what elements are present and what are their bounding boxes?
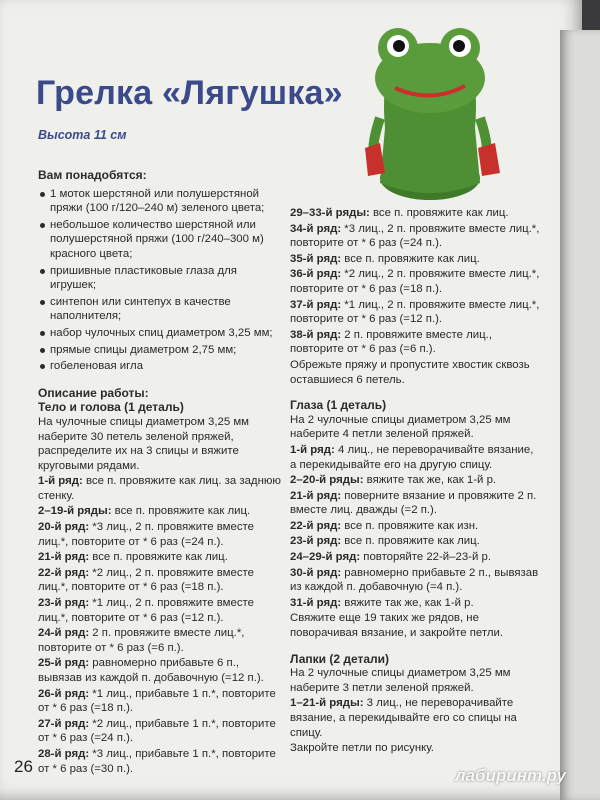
eyes-intro: На 2 чулочные спицы диаметром 3,25 мм наберите 4 петли зеленой пряжей. (290, 413, 511, 441)
row-label: 37-й ряд: (290, 298, 342, 311)
row-label: 31-й ряд: (290, 596, 342, 609)
row-label: 22-й ряд: (290, 519, 342, 532)
row-text: *1 лиц., 2 п. провяжите вместе лиц.*, повторите от * 6 раз (=12 п.). (38, 597, 254, 624)
body-end: Обрежьте пряжу и пропустите хвостик сквозь оставшиеся 6 петель. (290, 358, 530, 386)
row-label: 30-й ряд: (290, 566, 342, 579)
row-instruction (38, 626, 283, 655)
row-instruction (290, 519, 542, 534)
row-text: *2 лиц., 2 п. провяжите вместе лиц.*, повторите от * 6 раз (=18 п.). (290, 268, 540, 295)
row-instruction (290, 550, 542, 565)
row-label: 34-й ряд: (290, 222, 342, 235)
list-item: гобеленовая игла (38, 359, 283, 374)
materials-heading: Вам понадобятся: (38, 168, 147, 182)
row-instruction (290, 298, 542, 327)
row-text: все п. провяжите как лиц. (341, 535, 480, 548)
body-intro: На чулочные спицы диаметром 3,25 мм наберите 30 петель зеленой пряжей, распределите их на 3 спицы и вяжите круговыми рядами. (38, 415, 249, 472)
eyes-rows (290, 443, 542, 611)
row-label: 26-й ряд: (38, 687, 90, 700)
row-text: 4 лиц., не переворачивайте вязание, а перекидывайте его на другую спицу. (290, 443, 534, 471)
watermark: лабиринт.ру (455, 766, 566, 785)
page-title: Грелка «Лягушка» (36, 74, 343, 112)
body-rows-cont (290, 206, 542, 357)
row-text: *1 лиц., 2 п. провяжите вместе лиц.*, повторите от * 6 раз (=12 п.). (290, 298, 540, 326)
row-label: 28-й ряд: (38, 747, 90, 760)
row-text: *1 лиц., прибавьте 1 п.*, повторите от * 6 раз (=18 п.). (38, 687, 276, 715)
row-label: 1-й ряд: (290, 443, 335, 456)
row-label: 23-й ряд: (290, 535, 342, 548)
row-instruction (290, 328, 542, 357)
row-instruction (38, 520, 283, 549)
row-text: все п. провяжите как лиц. (369, 207, 509, 219)
row-label: 29–33-й ряды: (290, 207, 370, 219)
paws-heading: Лапки (2 детали) (290, 651, 390, 666)
row-label: 2–19-й ряды: (38, 505, 112, 518)
row-text: все п. провяжите как лиц. (111, 505, 251, 518)
row-label: 36-й ряд: (290, 268, 342, 281)
row-instruction (290, 596, 542, 611)
list-item: пришивные пластиковые глаза для игрушек; (38, 264, 283, 293)
row-text: все п. провяжите как лиц. (89, 551, 228, 564)
row-instruction (38, 566, 283, 595)
row-label: 21-й ряд: (38, 551, 90, 564)
row-instruction (290, 489, 542, 518)
row-text: *2 лиц., 2 п. провяжите вместе лиц.*, повторите от * 6 раз (=18 п.). (38, 566, 254, 594)
frog-illustration (350, 8, 510, 208)
row-text: *3 лиц., прибавьте 1 п.*, повторите от * 6 раз (=30 п.). (38, 747, 276, 775)
right-column (290, 206, 542, 757)
row-text: 2 п. провяжите вместе лиц., повторите от * 6 раз (=6 п.). (290, 328, 493, 356)
row-text: 2 п. провяжите вместе лиц.*, повторите от * 6 раз (=6 п.). (38, 627, 245, 654)
eyes-heading: Глаза (1 деталь) (290, 398, 387, 413)
row-text: все п. провяжите как лиц. за заднюю стенку. (38, 475, 281, 502)
row-label: 1-й ряд: (38, 475, 83, 488)
materials-list (38, 187, 283, 374)
left-column (38, 168, 283, 777)
row-instruction (290, 222, 542, 251)
row-instruction (38, 474, 283, 503)
row-label: 23-й ряд: (38, 597, 90, 610)
subtitle-height: Высота 11 см (38, 128, 127, 142)
row-text: равномерно прибавьте 2 п., вывязав из каждой п. добавочную (=4 п.). (290, 566, 539, 594)
row-text: поверните вязание и провяжите 2 п. вместе лиц. дважды (=2 п.). (290, 489, 537, 517)
row-text: вяжите так же, как 1-й р. (341, 596, 474, 609)
row-instruction (38, 656, 283, 685)
row-instruction (290, 206, 542, 221)
row-text: *2 лиц., прибавьте 1 п.*, повторите от * 6 раз (=24 п.). (38, 717, 276, 745)
row-label: 1–21-й ряды: (290, 697, 364, 710)
row-text: все п. провяжите как изн. (341, 519, 479, 532)
row-text: все п. провяжите как лиц. (341, 252, 480, 265)
row-label: 27-й ряд: (38, 717, 90, 730)
list-item: прямые спицы диаметром 2,75 мм; (38, 343, 283, 358)
next-page-edge (560, 30, 600, 800)
row-instruction (290, 534, 542, 549)
page-number: 26 (14, 757, 33, 776)
row-text: равномерно прибавьте 6 п., вывязав из каждой п. добавочную (=12 п.). (38, 657, 264, 684)
eyes-end: Свяжите еще 19 таких же рядов, не поворачивая вязание, и закройте петли. (290, 612, 503, 640)
row-label: 22-й ряд: (38, 566, 90, 579)
list-item: небольшое количество шерстяной или полушерстяной пряжи (100 г/240–300 м) красного цвета; (38, 218, 283, 262)
work-heading: Описание работы: (38, 385, 149, 400)
row-text: *3 лиц., 2 п. провяжите вместе лиц.*, повторите от * 6 раз (=24 п.). (38, 521, 254, 548)
row-label: 21-й ряд: (290, 489, 342, 502)
list-item: набор чулочных спиц диаметром 3,25 мм; (38, 326, 283, 341)
row-label: 24–29-й ряд: (290, 551, 361, 564)
paws-end: Закройте петли по рисунку. (290, 742, 434, 755)
row-text: *3 лиц., 2 п. провяжите вместе лиц.*, повторите от * 6 раз (=24 п.). (290, 222, 540, 250)
row-instruction (290, 252, 542, 267)
list-item: синтепон или синтепух в качестве наполнителя; (38, 295, 283, 324)
row-label: 24-й ряд: (38, 627, 90, 640)
row-instruction (290, 443, 542, 472)
body-heading: Тело и голова (1 деталь) (38, 400, 184, 415)
paws-intro: На 2 чулочные спицы диаметром 3,25 мм наберите 3 петли зеленой пряжей. (290, 667, 511, 694)
row-label: 2–20-й ряды: (290, 474, 364, 487)
row-text: вяжите так же, как 1-й р. (363, 474, 497, 487)
row-label: 35-й ряд: (290, 252, 342, 265)
row-text: повторяйте 22-й–23-й р. (360, 551, 491, 564)
paws-rows (290, 696, 542, 740)
row-instruction (290, 267, 542, 296)
row-instruction (38, 596, 283, 625)
row-instruction (290, 696, 542, 740)
list-item: 1 моток шерстяной или полушерстяной пряжи (100 г/120–240 м) зеленого цвета; (38, 187, 283, 216)
row-label: 25-й ряд: (38, 657, 90, 670)
row-instruction (38, 504, 283, 519)
row-text: 3 лиц., не переворачивайте вязание, а перекидывайте его со спицы на спицу. (290, 697, 517, 739)
row-instruction (38, 747, 283, 776)
row-instruction (38, 550, 283, 565)
row-label: 38-й ряд: (290, 328, 342, 341)
row-label: 20-й ряд: (38, 521, 90, 534)
body-rows (38, 474, 283, 776)
row-instruction (38, 687, 283, 716)
row-instruction (290, 473, 542, 488)
row-instruction (290, 566, 542, 595)
row-instruction (38, 717, 283, 746)
